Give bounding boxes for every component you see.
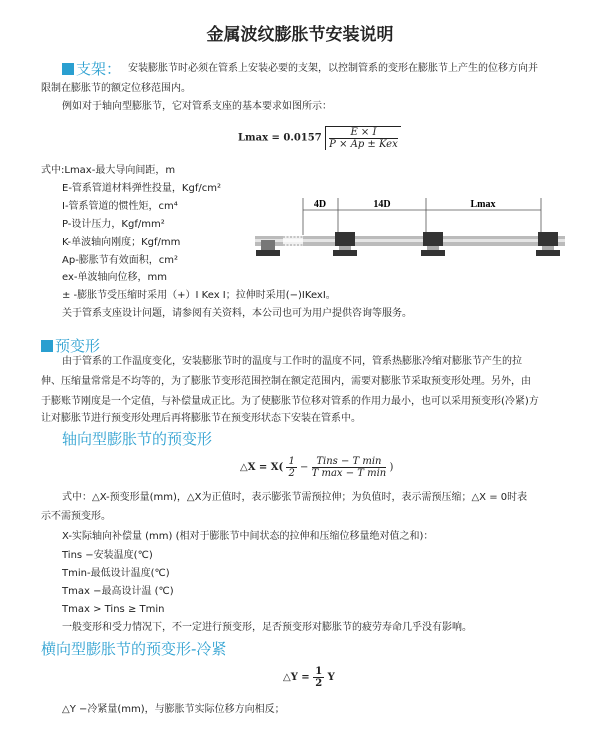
axial-line: 示不需预变形。: [41, 511, 111, 522]
axial-heading: 轴向型膨胀节的预变形: [62, 430, 213, 448]
predeform-line: 由于管系的工作温度变化，安装膨胀节时的温度与工作时的温度不同，管系热膨胀冷缩对膨胀节产生的拉: [62, 356, 522, 367]
formula-den: P × Ap ± Kex: [329, 139, 398, 150]
predeform-line: 让对膨胀节进行预变形处理后再将膨胀节在预变形状态下安装在管系中。: [41, 413, 361, 424]
square-bullet-icon: [62, 63, 74, 75]
formula-lhs: △Y =: [283, 672, 310, 683]
definition: ± -膨胀节受压缩时采用（+）I Kex I；拉伸时采用(−)IKexI。: [62, 290, 336, 301]
predeform-line: 伸、压缩量常常是不均等的，为了膨胀节变形范围控制在额定范围内，需要对膨胀节采取预变形处理。另外，由: [41, 376, 531, 387]
formula-num: 1: [315, 666, 323, 677]
formula-den: 2: [315, 678, 323, 689]
formula-den: 2: [288, 468, 295, 479]
diagram-label-14d: 14D: [373, 199, 391, 210]
formula-lhs: △X = X(: [240, 462, 284, 473]
axial-line: 式中：△X-预变形量(mm)，△X为正值时，表示膨张节需预拉伸；为负值时，表示需预压缩；△X = 0时表: [62, 492, 528, 503]
formula-close: ): [389, 462, 394, 473]
definition: Ap-膨胀节有效面积，cm²: [62, 255, 179, 266]
axial-line: Tins −安装温度(℃): [62, 550, 153, 561]
definition: P-设计压力，Kgf/mm²: [62, 219, 165, 230]
support-line: 例如对于轴向型膨胀节，它对管系支座的基本要求如图所示：: [62, 101, 332, 112]
definition: I-管系管道的惯性矩，cm⁴: [62, 201, 178, 212]
support-line: 安装膨胀节时必须在管系上安装必要的支架，以控制管系的变形在膨胀节上产生的位移方向并: [128, 63, 538, 74]
square-bullet-icon: [41, 340, 53, 352]
diagram-label-4d: 4D: [313, 199, 327, 210]
lmax-formula: [238, 126, 401, 150]
formula-rhs: Y: [327, 672, 335, 683]
lateral-heading: 横向型膨胀节的预变形-冷紧: [41, 640, 227, 658]
support-diagram: [245, 190, 565, 260]
support-line: 限制在膨胀节的额定位移范围内。: [41, 83, 191, 94]
formula-minus: −: [300, 462, 309, 473]
support-heading: [62, 58, 121, 79]
formula-den: T max − T min: [311, 468, 387, 479]
page-title: 金属波纹膨胀节安装说明: [206, 25, 394, 45]
sqrt: [325, 126, 401, 150]
formula-num: Tins − T min: [312, 456, 387, 468]
axial-line: Tmax > Tins ≥ Tmin: [62, 604, 165, 615]
axial-line: X-实际轴向补偿量 (mm) (相对于膨胀节中间状态的拉伸和压缩位移量绝对值之和)：: [62, 531, 434, 542]
formula-lhs: Lmax = 0.0157: [238, 132, 322, 144]
support-heading-text: 支架：: [76, 60, 122, 78]
axial-line: Tmin-最低设计温度(℃): [62, 568, 170, 579]
predeform-line: 于膨账节刚度是一个定值，与补偿量成正比。为了使膨胀节位移对管系的作用力最小，也可以采用预变形(冷紧)方: [41, 396, 539, 407]
axial-formula: [240, 456, 393, 479]
axial-line: Tmax −最高设计温 (℃): [62, 586, 174, 597]
definition: 关于管系支座设计问题，请参阅有关资料，本公司也可为用户提供咨询等服务。: [62, 308, 412, 319]
formula-num: 1: [288, 456, 295, 467]
axial-line: 一般变形和受力情况下，不一定进行预变形，足否预变形对膨胀节的疲劳寿命几乎没有影响。: [62, 622, 472, 633]
formula-num: E × I: [329, 127, 398, 139]
predeform-heading: [41, 335, 100, 356]
definition: E-管系管道材料弹性投量，Kgf/cm²: [62, 183, 221, 194]
lateral-line: △Y −冷紧量(mm)，与膨胀节实际位移方向相反；: [62, 704, 285, 715]
diagram-label-lmax: Lmax: [470, 199, 496, 210]
predeform-heading-text: 预变形: [55, 337, 101, 355]
lateral-formula: [283, 666, 335, 689]
definition: ex-单波轴向位移，mm: [62, 272, 167, 283]
definition: K-单波轴向刚度；Kgf/mm: [62, 237, 181, 248]
definition: 式中:Lmax-最大导向间距，m: [41, 165, 176, 176]
